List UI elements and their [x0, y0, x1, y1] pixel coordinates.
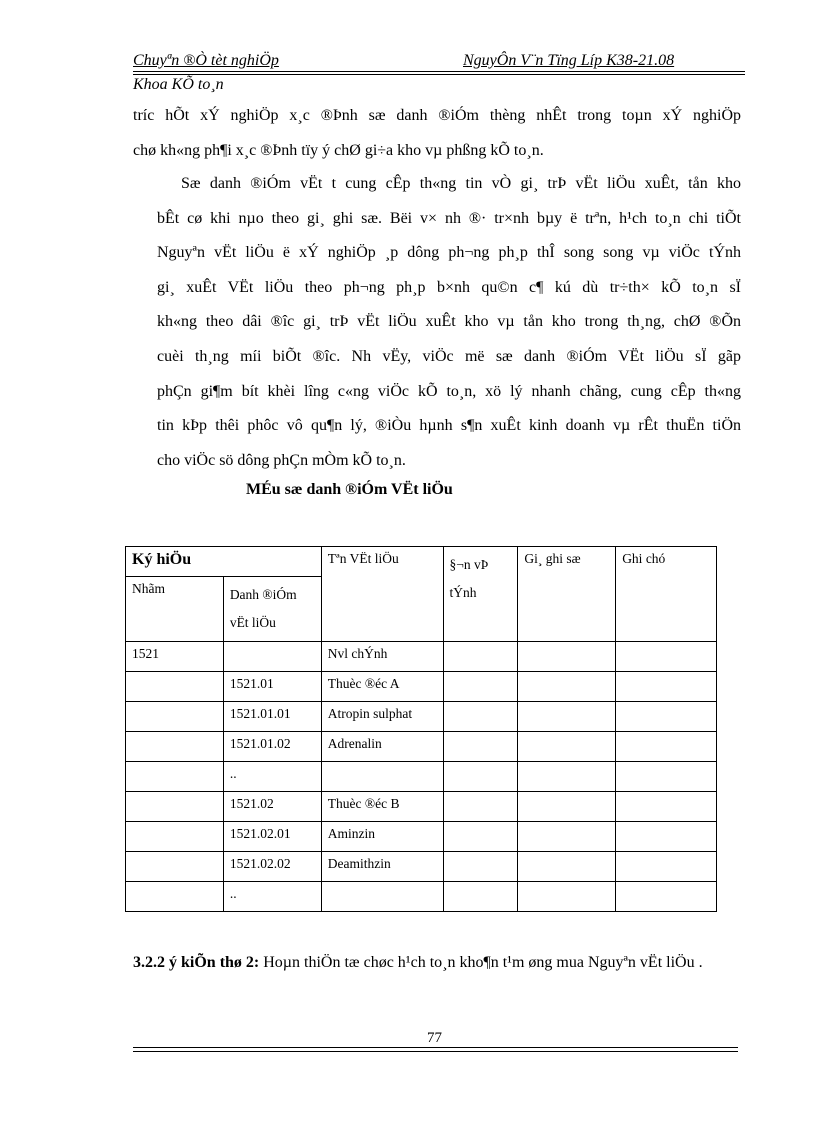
header-left-title: Chuyªn ®Ò tèt nghiÖp [133, 52, 279, 69]
cell-unit [443, 822, 518, 852]
cell-unit [443, 882, 518, 912]
paragraph-line: Nguyªn vËt liÖu ë xÝ nghiÖp ¸p dông ph¬ng ph¸p thÎ song song vµ viÖc tÝnh [157, 244, 741, 262]
table-row [126, 762, 717, 792]
header-faculty: Khoa KÕ to¸n [133, 76, 224, 93]
cell-name: Adrenalin [321, 732, 443, 762]
cell-item: 1521.01.01 [223, 702, 321, 732]
cell-group [126, 672, 224, 702]
cell-group [126, 852, 224, 882]
paragraph-line: bÊt cø khi nµo theo gi¸ ghi sæ. Bëi v× nh ®· tr×nh bµy ë trªn, h¹ch to¸n chi tiÕt [157, 209, 741, 227]
header-rule-double [133, 74, 745, 75]
cell-item: 1521.02.02 [223, 852, 321, 882]
cell-price [518, 642, 616, 672]
cell-price [518, 732, 616, 762]
paragraph-line: tin kÞp thêi phôc vô qu¶n lý, ®iÒu hµnh s¶n xuÊt kinh doanh vµ rÊt thuËn tiÖn [157, 417, 741, 435]
cell-price [518, 822, 616, 852]
cell-group [126, 702, 224, 732]
paragraph-line: kh«ng theo dâi ®îc gi¸ trÞ vËt liÖu xuÊt kho vµ tån kho trong th¸ng, chØ ®Õn [157, 313, 741, 331]
cell-group: 1521 [126, 642, 224, 672]
cell-group [126, 792, 224, 822]
paragraph-line: Sæ danh ®iÓm vËt t cung cÊp th«ng tin vÒ gi¸ trÞ vËt liÖu xuÊt, tån kho [181, 175, 741, 192]
cell-group [126, 762, 224, 792]
paragraph-line: chø kh«ng ph¶i x¸c ®Þnh tïy ý chØ gi÷a kho vµ phßng kÕ to¸n. [133, 141, 544, 159]
table-caption: MÉu sæ danh ®iÓm VËt liÖu [246, 481, 453, 498]
cell-item: .. [223, 882, 321, 912]
cell-unit [443, 642, 518, 672]
cell-note [616, 852, 717, 882]
cell-note [616, 642, 717, 672]
cell-unit [443, 852, 518, 882]
cell-item [223, 642, 321, 672]
header-rule [133, 71, 745, 72]
cell-note [616, 792, 717, 822]
section-number: 3.2.2 ý kiÕn thø 2: [133, 954, 260, 971]
cell-group [126, 732, 224, 762]
cell-name: Aminzin [321, 822, 443, 852]
paragraph-line: cho viÖc sö dông phÇn mÒm kÕ to¸n. [157, 451, 406, 469]
table-row [126, 852, 717, 882]
header-note: Ghi chó [616, 547, 717, 642]
cell-price [518, 672, 616, 702]
section-heading [133, 945, 741, 981]
cell-name [321, 882, 443, 912]
header-symbol: Ký hiÖu [126, 547, 322, 577]
cell-name: Thuèc ®éc A [321, 672, 443, 702]
cell-item: 1521.01 [223, 672, 321, 702]
section-text: Hoµn thiÖn tæ chøc h¹ch to¸n kho¶n t¹m øng mua Nguyªn vËt liÖu . [259, 954, 703, 971]
paragraph-1 [133, 99, 741, 168]
cell-price [518, 762, 616, 792]
cell-item: 1521.01.02 [223, 732, 321, 762]
cell-price [518, 882, 616, 912]
cell-note [616, 882, 717, 912]
cell-name: Nvl chÝnh [321, 642, 443, 672]
table-row [126, 642, 717, 672]
table-row [126, 672, 717, 702]
paragraph-line: cuèi th¸ng míi biÕt ®îc. Nh vËy, viÖc më sæ danh ®iÓm VËt liÖu sÏ gãp [157, 347, 741, 365]
footer-rule-double [133, 1051, 738, 1052]
material-code-table [125, 546, 717, 912]
cell-item: 1521.02 [223, 792, 321, 822]
table-row [126, 882, 717, 912]
page-number: 77 [427, 1030, 442, 1046]
paragraph-2 [133, 167, 741, 478]
cell-group [126, 822, 224, 852]
paragraph-line: gi¸ xuÊt VËt liÖu theo ph¬ng ph¸p b×nh qu©n c¶ kú dù tr÷th× kÕ to¸n sÏ [157, 278, 741, 296]
cell-unit [443, 672, 518, 702]
cell-note [616, 702, 717, 732]
cell-name: Atropin sulphat [321, 702, 443, 732]
cell-unit [443, 732, 518, 762]
header-material-name: Tªn VËt liÖu [321, 547, 443, 642]
cell-unit [443, 762, 518, 792]
cell-item: 1521.02.01 [223, 822, 321, 852]
cell-unit [443, 792, 518, 822]
cell-name [321, 762, 443, 792]
header-book-price: Gi¸ ghi sæ [518, 547, 616, 642]
cell-note [616, 672, 717, 702]
table-row [126, 732, 717, 762]
paragraph-line: tríc hÕt xÝ nghiÖp x¸c ®Þnh sæ danh ®iÓm thèng nhÊt trong toµn xÝ nghiÖp [133, 107, 741, 124]
cell-price [518, 702, 616, 732]
cell-price [518, 792, 616, 822]
header-group: Nhãm [126, 577, 224, 642]
cell-group [126, 882, 224, 912]
cell-note [616, 732, 717, 762]
cell-note [616, 762, 717, 792]
header-item-code: Danh ®iÓm vËt liÖu [223, 577, 321, 642]
footer-rule [133, 1047, 738, 1048]
cell-price [518, 852, 616, 882]
header-unit: §¬n vÞ tÝnh [443, 547, 518, 642]
cell-unit [443, 702, 518, 732]
table-row [126, 792, 717, 822]
table-row [126, 822, 717, 852]
cell-name: Deamithzin [321, 852, 443, 882]
table-row [126, 702, 717, 732]
cell-item: .. [223, 762, 321, 792]
cell-name: Thuèc ®éc B [321, 792, 443, 822]
header-right-author: NguyÔn V¨n Tïng Líp K38-21.08 [463, 52, 675, 69]
paragraph-line: phÇn gi¶m bít khèi lîng c«ng viÖc kÕ to¸n, xö lý nhanh chãng, cung cÊp th«ng [157, 382, 741, 400]
cell-note [616, 822, 717, 852]
